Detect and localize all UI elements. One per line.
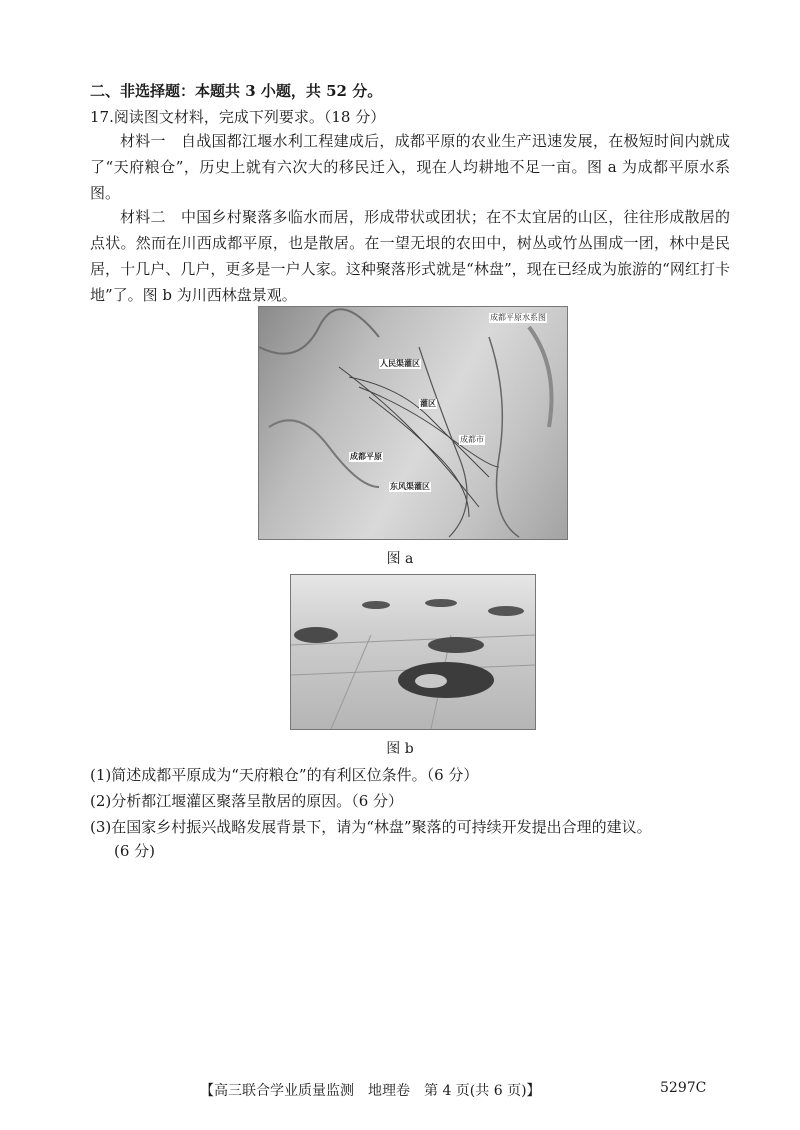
sub-question-2: (2)分析都江堰灌区聚落呈散居的原因。（6 分）	[90, 792, 404, 810]
footer-text: 【高三联合学业质量监测 地理卷 第 4 页(共 6 页)】	[200, 1083, 541, 1099]
map-legend-label: 成都平原水系图	[490, 313, 546, 322]
figure-a-map	[258, 306, 568, 540]
figure-b-caption: 图 b	[386, 741, 414, 757]
map-label-region1: 人民渠灌区	[380, 359, 420, 368]
sub-question-3: (3)在国家乡村振兴战略发展背景下，请为“林盘”聚落的可持续开发提出合理的建议。	[90, 818, 652, 836]
map-label-city: 成都市	[460, 435, 484, 444]
figure-a-caption: 图 a	[386, 551, 414, 567]
map-rivers	[259, 307, 567, 539]
footer-code: 5297C	[660, 1080, 707, 1096]
material-two: 材料二 中国乡村聚落多临水而居，形成带状或团状；在不太宜居的山区，往往形成散居的点状。然而在川西成都平原，也是散居。在一望无垠的农田中，树丛或竹丛围成一团，林中是民居，十几户、几户，更多是一户人家。这种聚落形式就是“林盘”，现在已经成为旅游的“网红打卡地”了。图 b 为川西林盘景观。	[90, 208, 730, 304]
map-label-region4: 灌区	[420, 399, 436, 408]
linpan-landscape	[291, 575, 535, 729]
question-title: 17.阅读图文材料，完成下列要求。（18 分）	[90, 108, 386, 126]
sub-question-3-score: (6 分)	[114, 842, 156, 860]
map-label-plain: 成都平原	[350, 452, 382, 461]
figure-b-photo	[290, 574, 536, 730]
section-heading: 二、非选择题：本题共 3 小题，共 52 分。	[90, 82, 383, 100]
sub-question-1: (1)简述成都平原成为“天府粮仓”的有利区位条件。（6 分）	[90, 766, 479, 784]
material-one: 材料一 自战国都江堰水利工程建成后，成都平原的农业生产迅速发展，在极短时间内就成了“天府粮仓”，历史上就有六次大的移民迁入，现在人均耕地不足一亩。图 a 为成都平原水系图。	[90, 132, 730, 202]
map-label-region3: 东风渠灌区	[390, 482, 430, 491]
